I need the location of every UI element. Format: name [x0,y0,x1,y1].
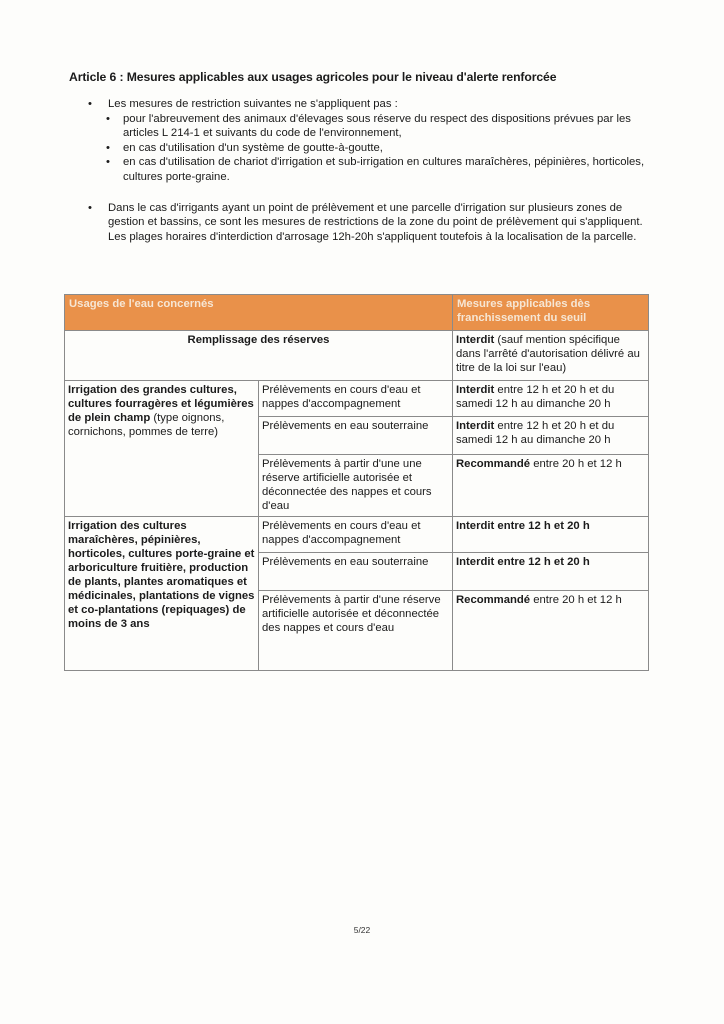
sub-bullet-text: pour l'abreuvement des animaux d'élevages sous réserve du respect des dispositions prévues par les articles L 214-1 et suivants du code de l'environnement, [123,112,631,140]
table-row [65,517,649,553]
sub-bullet [70,141,660,156]
measure-cell: Interdit entre 12 h et 20 h et du samedi 12 h au dimanche 20 h [453,417,649,455]
bullet-intro [70,97,660,112]
source-cell: Prélèvements en eau souterraine [259,417,453,455]
measure-cell: Interdit entre 12 h et 20 h et du samedi 12 h au dimanche 20 h [453,381,649,417]
measures-table [64,294,649,671]
source-cell: Prélèvements en cours d'eau et nappes d'accompagnement [259,381,453,417]
bullet-intro-text: Les mesures de restriction suivantes ne s'appliquent pas : [108,98,398,110]
sub-bullet [70,155,660,184]
source-cell: Prélèvements en cours d'eau et nappes d'accompagnement [259,517,453,553]
bullet-icon: • [106,141,110,154]
article-title: Article 6 : Mesures applicables aux usages agricoles pour le niveau d'alerte renforcée [69,70,557,84]
measure-cell: Interdit entre 12 h et 20 h [453,517,649,553]
table-row [65,381,649,417]
bullet-second [70,201,660,245]
table-header-row [65,295,649,331]
bullet-icon: • [88,98,92,110]
bullet-icon: • [106,112,110,125]
page-number: 5/22 [353,925,371,935]
restriction-exemptions [70,97,660,244]
source-cell: Prélèvements à partir d'une une réserve artificielle autorisée et déconnectée des nappes et cours d'eau [259,455,453,517]
header-usages: Usages de l'eau concernés [65,295,453,331]
sub-bullet-text: en cas d'utilisation de chariot d'irrigation et sub-irrigation en cultures maraîchères, pépinières, horticoles, cultures porte-graine. [123,156,645,183]
reserves-label: Remplissage des réserves [65,331,453,381]
bullet-second-text: Dans le cas d'irrigants ayant un point de prélèvement et une parcelle d'irrigation sur plusieurs zones de gestion et bassins, ce sont les mesures de restrictions de la zone du point de prélèvement qui s'appliquent. Les plages horaires d'interdiction d'arrosage 12h-20h s'appliquent toutefois à la localisation de la parcelle. [108,201,643,243]
sub-bullet-text: en cas d'utilisation d'un système de goutte-à-goutte, [123,141,383,154]
header-measures: Mesures applicables dès franchissement du seuil [453,295,649,331]
measure-cell: Interdit entre 12 h et 20 h [453,553,649,591]
bullet-icon: • [106,156,110,169]
measure-cell: Recommandé entre 20 h et 12 h [453,455,649,517]
sub-bullet [70,112,660,141]
table-row [65,331,649,381]
measure-cell: Recommandé entre 20 h et 12 h [453,591,649,671]
reserves-measure: Interdit (sauf mention spécifique dans l'arrêté d'autorisation délivré au titre de la loi sur l'eau) [453,331,649,381]
usage-cultures-maraicheres: Irrigation des cultures maraîchères, pépinières, horticoles, cultures porte-graine et arboriculture fruitière, production de plants, plantes aromatiques et médicinales, plantations de vignes et co-plantations (repiquages) de moins de 3 ans [65,517,259,671]
source-cell: Prélèvements à partir d'une réserve artificielle autorisée et déconnectée des nappes et cours d'eau [259,591,453,671]
bullet-icon: • [88,201,92,214]
usage-grandes-cultures: Irrigation des grandes cultures, cultures fourragères et légumières de plein champ (type oignons, cornichons, pommes de terre) [65,381,259,517]
source-cell: Prélèvements en eau souterraine [259,553,453,591]
